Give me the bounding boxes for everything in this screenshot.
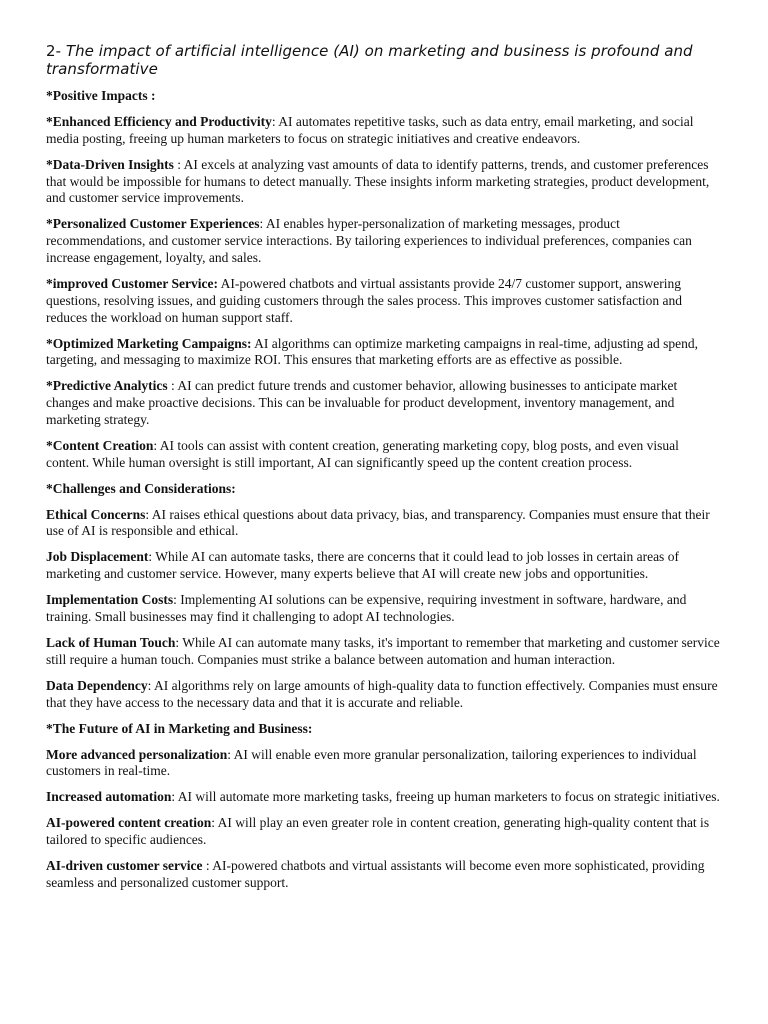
term: Job Displacement xyxy=(46,549,149,565)
title-number: 2- xyxy=(46,42,62,60)
body-text: : While AI can automate tasks, there are concerns that it could lead to job losses in certain areas of marketing and customer service. However, many experts believe that AI will create new jobs and opportunities. xyxy=(46,549,679,582)
term: *Content Creation xyxy=(46,437,154,453)
body-text: : While AI can automate many tasks, it's important to remember that marketing and customer service still require a human touch. Companies must strike a balance between automation and human interaction. xyxy=(46,634,720,667)
paragraph-customer-service xyxy=(46,276,722,326)
future-heading: *The Future of AI in Marketing and Business: xyxy=(46,720,313,736)
body-text: : Implementing AI solutions can be expensive, requiring investment in software, hardware, and training. Small businesses may find it challenging to adopt AI technologies. xyxy=(46,592,687,624)
paragraph-personalized-experiences xyxy=(46,216,722,266)
body-text: AI algorithms can optimize marketing campaigns in real-time, adjusting ad spend, targeting, and messaging to maximize ROI. This ensures that marketing efforts are as effective as possible. xyxy=(46,335,699,368)
body-text: : AI algorithms rely on large amounts of high-quality data to function effectively. Companies must ensure that they have access to the necessary data and that it is accurate and reliable. xyxy=(46,677,718,710)
term: *improved Customer Service: xyxy=(46,275,218,291)
body-text: : AI will play an even greater role in content creation, generating high-quality content that is tailored to specific audiences. xyxy=(46,815,710,848)
body-text: : AI automates repetitive tasks, such as data entry, email marketing, and social media posting, freeing up human marketers to focus on strategic initiatives and creative endeavors. xyxy=(46,113,694,146)
body-text: : AI enables hyper-personalization of marketing messages, product recommendations, and customer service interactions. By tailoring experiences to individual preferences, companies can increase engagement, loyalty, and sales. xyxy=(46,216,692,265)
term: Increased automation xyxy=(46,789,172,805)
paragraph-predictive-analytics xyxy=(46,378,722,428)
paragraph-efficiency xyxy=(46,114,722,148)
term: Lack of Human Touch xyxy=(46,634,176,650)
title-text: The impact of artificial intelligence (AI) on marketing and business is profound and transformative xyxy=(46,42,693,78)
body-text: : AI will automate more marketing tasks, freeing up human marketers to focus on strategic initiatives. xyxy=(171,789,720,805)
term: *Data-Driven Insights xyxy=(46,156,174,172)
positive-impacts-heading: *Positive Impacts : xyxy=(46,88,156,103)
paragraph-advanced-personalization xyxy=(46,747,722,781)
body-text: : AI will enable even more granular personalization, tailoring experiences to individual customers in real-time. xyxy=(46,746,697,779)
paragraph-content-creation xyxy=(46,438,722,472)
paragraph-job-displacement xyxy=(46,549,722,583)
paragraph-ethical-concerns xyxy=(46,507,722,541)
term: *Personalized Customer Experiences xyxy=(46,216,260,232)
term: Data Dependency xyxy=(46,677,148,693)
paragraph-optimized-campaigns xyxy=(46,336,722,370)
paragraph-ai-customer-service xyxy=(46,858,722,892)
body-text: : AI-powered chatbots and virtual assistants will become even more sophisticated, providing seamless and personalized customer support. xyxy=(46,858,705,890)
paragraph-increased-automation xyxy=(46,789,722,806)
body-text: : AI tools can assist with content creation, generating marketing copy, blog posts, and even visual content. While human oversight is still important, AI can significantly speed up the content creation process. xyxy=(46,437,679,470)
paragraph-data-insights xyxy=(46,157,722,207)
body-text: : AI raises ethical questions about data privacy, bias, and transparency. Companies must ensure that their use of AI is responsible and ethical. xyxy=(46,506,710,539)
term: More advanced personalization xyxy=(46,746,228,762)
paragraph-implementation-costs xyxy=(46,592,722,626)
paragraph-ai-content-creation xyxy=(46,815,722,849)
paragraph-lack-of-human-touch xyxy=(46,635,722,669)
challenges-heading: *Challenges and Considerations: xyxy=(46,480,236,496)
body-text: : AI excels at analyzing vast amounts of data to identify patterns, trends, and customer preferences that would be impossible for humans to detect manually. These insights inform marketing strategies, product development, and customer service improvements. xyxy=(46,156,710,206)
term: AI-powered content creation xyxy=(46,815,212,831)
body-text: : AI can predict future trends and customer behavior, allowing businesses to anticipate market changes and make proactive decisions. This can be invaluable for product development, inventory management, and marketing strategy. xyxy=(46,378,678,427)
term: *Predictive Analytics xyxy=(46,378,168,394)
term: AI-driven customer service xyxy=(46,858,203,874)
term: *Optimized Marketing Campaigns: xyxy=(46,335,252,351)
paragraph-data-dependency xyxy=(46,678,722,712)
term: *Enhanced Efficiency and Productivity xyxy=(46,113,272,129)
document-title xyxy=(46,42,722,78)
term: Ethical Concerns xyxy=(46,506,146,522)
body-text: AI-powered chatbots and virtual assistants provide 24/7 customer support, answering questions, resolving issues, and guiding customers through the sales process. This improves customer satisfaction and reduces the workload on human support staff. xyxy=(46,275,683,325)
term: Implementation Costs xyxy=(46,592,174,608)
